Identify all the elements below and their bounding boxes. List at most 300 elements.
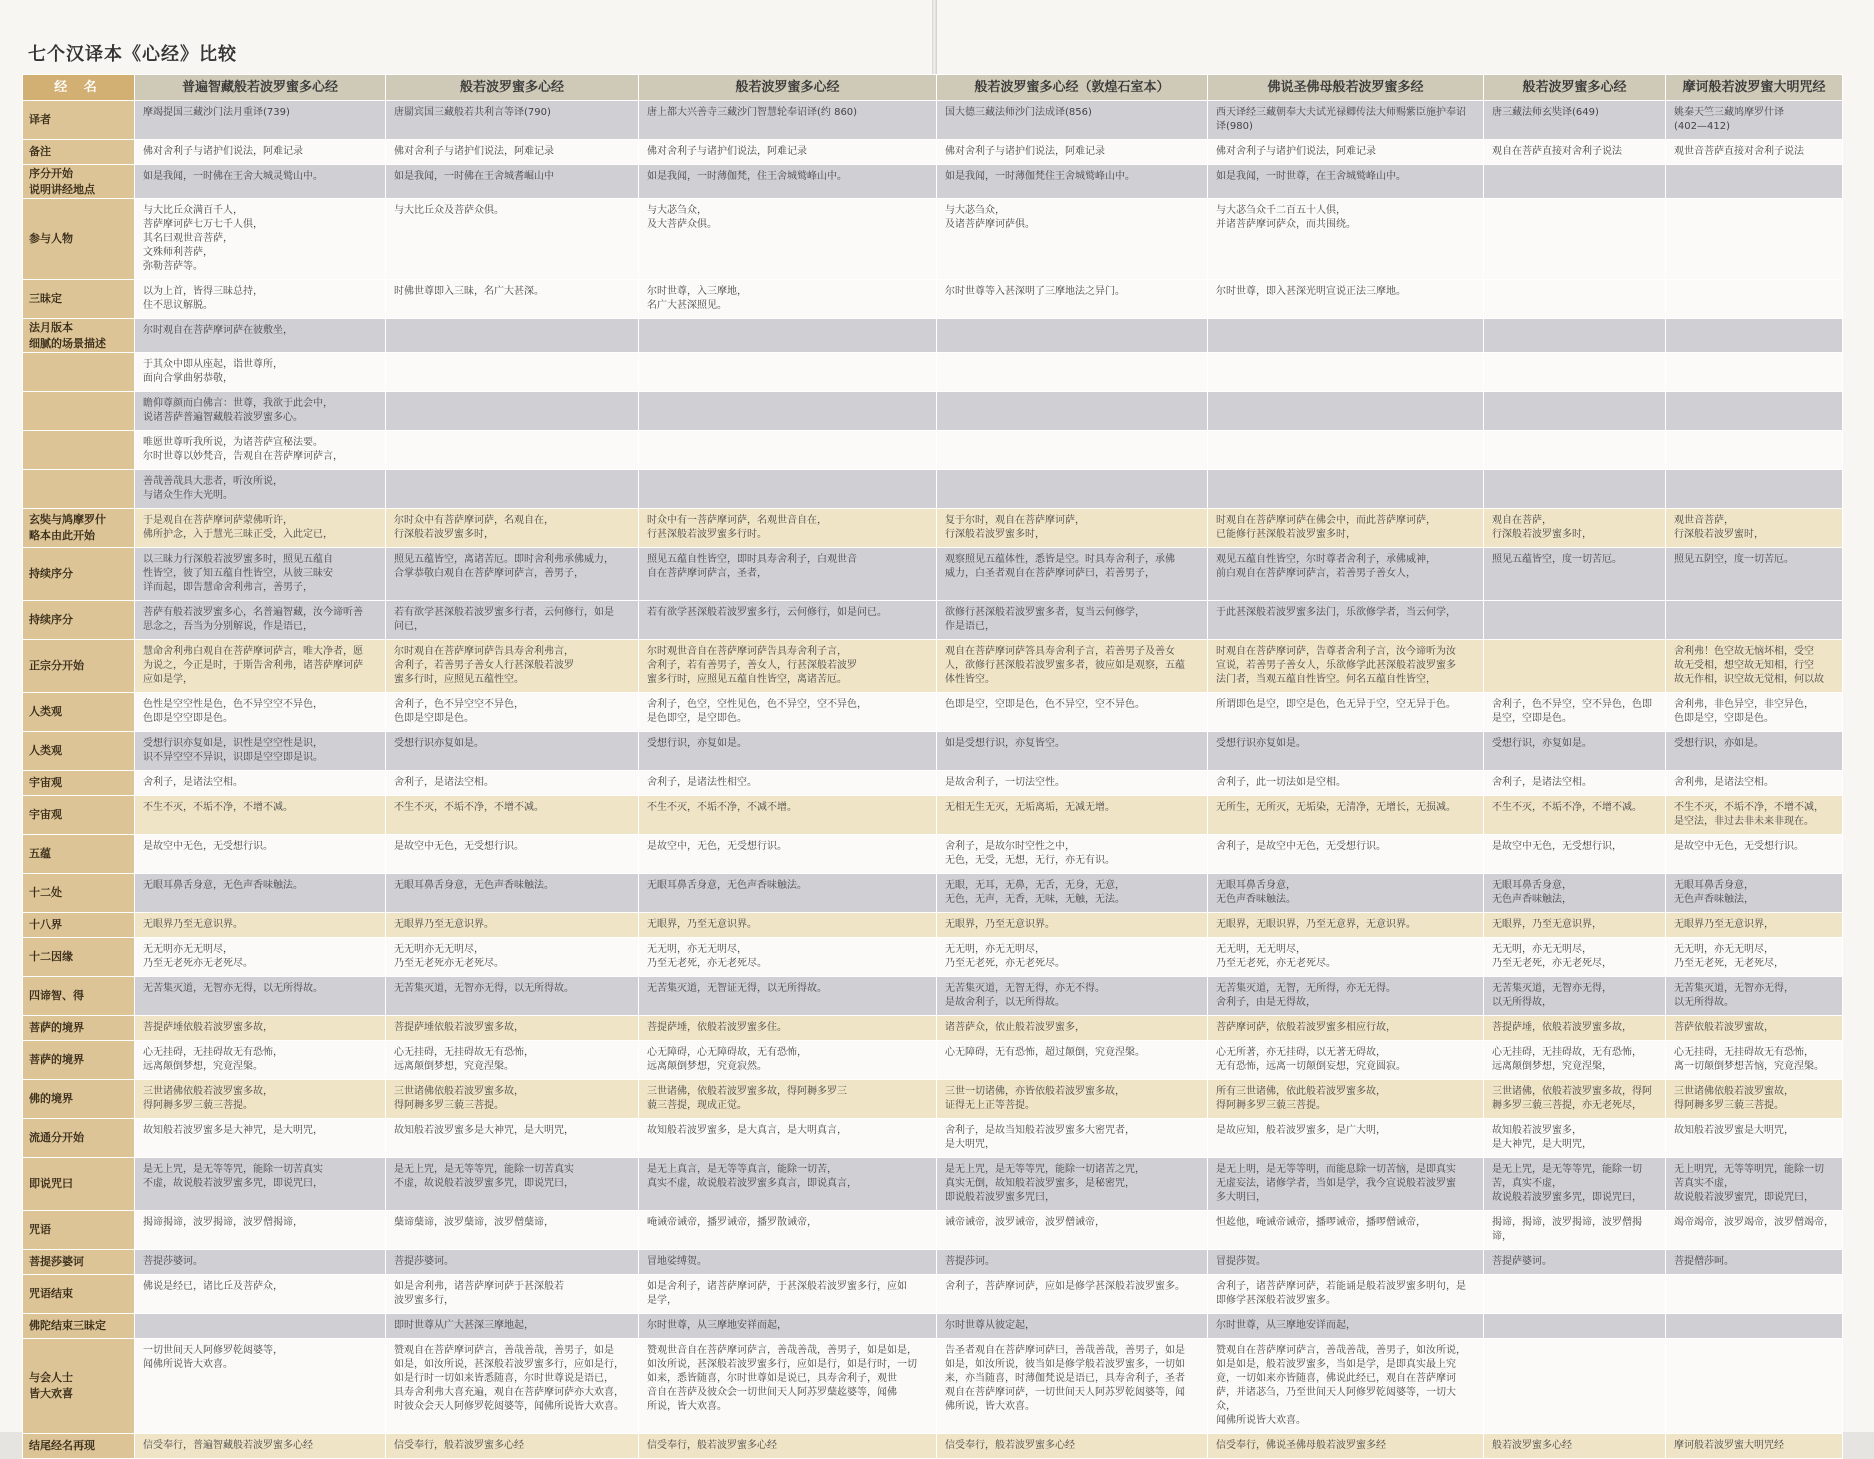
table-cell: 告圣者观自在菩萨摩诃萨曰，善哉善哉，善男子，如是 如是，如汝所说，彼当如是修学般若波罗蜜多，一切如 来，亦当随喜，时薄伽梵说是语已，具寿舍利子，圣者 观自在菩萨摩诃萨，一切世间天人阿苏罗乾闼婆等，闻 佛所说，皆大欢喜。: [937, 1339, 1208, 1434]
table-cell: 不生不灭，不垢不净，不增不减。: [135, 796, 386, 835]
table-cell: 舍利子，是故空中无色，无受想行识。: [1208, 835, 1484, 874]
table-cell: [937, 392, 1208, 431]
table-cell: 于是观自在菩萨摩诃萨蒙佛听许， 佛所护念，入于慧光三昧正受，入此定已，: [135, 509, 386, 548]
table-row: [23, 732, 1843, 771]
table-cell: 如是我闻，一时薄伽梵住王舍城鹫峰山中。: [937, 165, 1208, 199]
table-cell: 心无挂碍，无挂碍故无有恐怖， 离一切颠倒梦想苦恼，究竟涅槃。: [1666, 1041, 1843, 1080]
table-cell: 信受奉行，般若波罗蜜多心经: [937, 1434, 1208, 1459]
table-row: [23, 1314, 1843, 1339]
table-cell: [1666, 280, 1843, 319]
row-label: 备注: [23, 140, 135, 165]
header-cell: 普遍智藏般若波罗蜜多心经: [135, 75, 386, 101]
table-cell: 是故应知，般若波罗蜜多，是广大明，: [1208, 1119, 1484, 1158]
table-cell: 无眼界乃至无意识界。: [386, 913, 639, 938]
table-cell: 姚秦天竺三藏鸠摩罗什译 (402—412): [1666, 101, 1843, 140]
table-cell: 与大苾刍众千二百五十人俱， 并诸菩萨摩诃萨众，而共围绕。: [1208, 199, 1484, 280]
table-cell: 色即是空，空即是色，色不异空，空不异色。: [937, 693, 1208, 732]
table-cell: [1208, 470, 1484, 509]
table-cell: 心无障碍，心无障碍故，无有恐怖， 远离颠倒梦想，究竟寂然。: [639, 1041, 937, 1080]
table-cell: 是故空中无色，无受想行识。: [1666, 835, 1843, 874]
table-cell: 冒提莎贺。: [1208, 1250, 1484, 1275]
table-cell: 无眼界，乃至无意识界。: [639, 913, 937, 938]
table-cell: 无苦集灭道，无智亦无得，以无所得故。: [135, 977, 386, 1016]
table-row: [23, 1211, 1843, 1250]
row-label: [23, 431, 135, 470]
table-cell: 唯愿世尊听我所说，为诸菩萨宣秘法要。 尔时世尊以妙梵音，告观自在菩萨摩诃萨言，: [135, 431, 386, 470]
table-row: [23, 353, 1843, 392]
table-cell: 佛对舍利子与诸护们说法，阿难记录: [1208, 140, 1484, 165]
table-row: [23, 280, 1843, 319]
table-cell: 赞观世音自在菩萨摩诃萨言，善哉善哉，善男子，如是如是， 如汝所说，甚深般若波罗蜜多行，应如是行，如是行时，一切 如来，悉皆随喜，尔时世尊如是说已，具寿舍利子，观世 音自在菩萨及彼众会一切世间天人阿苏罗蘖䞘婆等，闻佛 所说，皆大欢喜。: [639, 1339, 937, 1434]
table-cell: 是无上咒，是无等等咒，能除一切苦真实 不虚，故说般若波罗蜜多咒，即说咒曰，: [386, 1158, 639, 1211]
table-cell: [1484, 1314, 1666, 1339]
table-cell: 无眼界，乃至无意识界。: [937, 913, 1208, 938]
table-cell: 观见五蕴自性皆空，尔时尊者舍利子，承佛威神， 前白观自在菩萨摩诃萨言，若善男子善女人，: [1208, 548, 1484, 601]
table-cell: 菩提萨婆诃。: [1484, 1250, 1666, 1275]
table-cell: 时观自在菩萨摩诃萨在佛会中，而此菩萨摩诃萨， 已能修行甚深般若波罗蜜多时，: [1208, 509, 1484, 548]
table-cell: [639, 470, 937, 509]
table-cell: 舍利弗，非色异空，非空异色， 色即是空，空即是色。: [1666, 693, 1843, 732]
table-cell: 唐三藏法师玄奘译(649): [1484, 101, 1666, 140]
table-cell: 无无明，亦无无明尽， 乃至无老死，亦无老死尽。: [639, 938, 937, 977]
table-cell: 与大苾刍众， 及诸菩萨摩诃萨俱。: [937, 199, 1208, 280]
table-cell: 以三昧力行深般若波罗蜜多时，照见五蕴自 性皆空，彼了知五蕴自性皆空，从彼三昧安 详而起，即告慧命舍利弗言，善男子，: [135, 548, 386, 601]
table-cell: 佛说是经已，诸比丘及菩萨众，: [135, 1275, 386, 1314]
row-label: 佛陀结束三昧定: [23, 1314, 135, 1339]
table-cell: 不生不灭，不垢不净，不增不减， 是空法，非过去非未来非现在。: [1666, 796, 1843, 835]
table-row: [23, 101, 1843, 140]
table-cell: 心无挂碍，无挂碍故，无有恐怖， 远离颠倒梦想，究竟涅槃，: [1484, 1041, 1666, 1080]
table-cell: 即时世尊从广大甚深三摩地起，: [386, 1314, 639, 1339]
table-cell: [639, 392, 937, 431]
table-cell: 无苦集灭道，无智亦无得，以无所得故。: [386, 977, 639, 1016]
table-cell: 无苦集灭道，无智亦无得， 以无所得故。: [1666, 977, 1843, 1016]
table-cell: [1484, 319, 1666, 353]
row-label: 三昧定: [23, 280, 135, 319]
table-cell: 尔时世尊等入甚深明了三摩地法之异门。: [937, 280, 1208, 319]
header-row: [23, 75, 1843, 101]
row-label: [23, 392, 135, 431]
table-cell: 时观自在菩萨摩诃萨，告尊者舍利子言，汝今谛听为汝 宣说，若善男子善女人，乐欲修学此甚深般若波罗蜜多 法门者，当观五蕴自性皆空。何名五蕴自性皆空，: [1208, 640, 1484, 693]
table-cell: 瞻仰尊颜而白佛言：世尊，我欲于此会中， 说诸菩萨普遍智藏般若波罗蜜多心。: [135, 392, 386, 431]
table-cell: 如是舍利子，诸菩萨摩诃萨，于甚深般若波罗蜜多行，应如 是学，: [639, 1275, 937, 1314]
table-row: [23, 874, 1843, 913]
header-cell: 佛说圣佛母般若波罗蜜多经: [1208, 75, 1484, 101]
table-cell: [386, 353, 639, 392]
table-cell: 菩提萨埵，依般若波罗蜜多故，: [1484, 1016, 1666, 1041]
table-cell: 三世诸佛依般若波罗蜜多故， 得阿耨多罗三藐三菩提。: [386, 1080, 639, 1119]
table-cell: 菩萨摩诃萨，依般若波罗蜜多相应行故，: [1208, 1016, 1484, 1041]
table-cell: 三世一切诸佛，亦皆依般若波罗蜜多故， 证得无上正等菩提。: [937, 1080, 1208, 1119]
table-row: [23, 319, 1843, 353]
row-label: 宇宙观: [23, 796, 135, 835]
row-label: 玄奘与鸠摩罗什 略本由此开始: [23, 509, 135, 548]
table-cell: 不生不灭，不垢不净，不增不减。: [1484, 796, 1666, 835]
row-label: [23, 470, 135, 509]
table-cell: 佛对舍利子与诸护们说法，阿难记录: [386, 140, 639, 165]
table-cell: 与大比丘众满百千人， 菩萨摩诃萨七万七千人俱， 其名曰观世音菩萨， 文殊师利菩萨， 弥勒菩萨等。: [135, 199, 386, 280]
table-cell: [1666, 353, 1843, 392]
table-cell: 无眼耳鼻舌身意， 无色声香味触法。: [1208, 874, 1484, 913]
table-cell: 观世音菩萨直接对舍利子说法: [1666, 140, 1843, 165]
table-cell: 是无上真言，是无等等真言，能除一切苦， 真实不虚，故说般若波罗蜜多真言，即说真言，: [639, 1158, 937, 1211]
table-cell: 无无明，无无明尽， 乃至无老死，亦无老死尽。: [1208, 938, 1484, 977]
table-cell: 是故空中无色，无受想行识。: [135, 835, 386, 874]
header-cell: 般若波罗蜜多心经: [386, 75, 639, 101]
table-cell: 心无挂碍，无挂碍故无有恐怖， 远离颠倒梦想，究竟涅槃。: [135, 1041, 386, 1080]
table-cell: 菩提萨埵依般若波罗蜜多故，: [135, 1016, 386, 1041]
table-row: [23, 470, 1843, 509]
table-cell: 摩竭提国三藏沙门法月重译(739): [135, 101, 386, 140]
table-cell: 尔时观自在菩萨摩诃萨在彼敷坐，: [135, 319, 386, 353]
table-cell: 舍利子，诸菩萨摩诃萨，若能诵是般若波罗蜜多明句，是 即修学甚深般若波罗蜜多。: [1208, 1275, 1484, 1314]
table-cell: [1666, 319, 1843, 353]
table-cell: 冒地娑缚贺。: [639, 1250, 937, 1275]
table-cell: 舍利子，是故尔时空性之中， 无色，无受，无想，无行，亦无有识。: [937, 835, 1208, 874]
table-cell: 摩诃般若波罗蜜大明咒经: [1666, 1434, 1843, 1459]
table-cell: 舍利子，色不异空，空不异色，色即 是空，空即是色。: [1484, 693, 1666, 732]
table-row: [23, 165, 1843, 199]
table-row: [23, 548, 1843, 601]
table-row: [23, 509, 1843, 548]
table-cell: 故知般若波罗蜜多是大神咒，是大明咒，: [135, 1119, 386, 1158]
table-cell: [639, 353, 937, 392]
table-cell: [1666, 392, 1843, 431]
table-cell: [1666, 1314, 1843, 1339]
table-cell: 无相无生无灭，无垢离垢，无减无增。: [937, 796, 1208, 835]
table-cell: 菩提萨埵，依般若波罗蜜多住。: [639, 1016, 937, 1041]
table-cell: 唵诫帝诫帝，播罗诫帝，播罗散诫帝，: [639, 1211, 937, 1250]
table-cell: 如是我闻，一时世尊，在王舍城鹫峰山中。: [1208, 165, 1484, 199]
table-cell: 是故舍利子，一切法空性。: [937, 771, 1208, 796]
table-cell: 佛对舍利子与诸护们说法，阿难记录: [639, 140, 937, 165]
table-cell: 是故空中无色，无受想行识，: [1484, 835, 1666, 874]
table-row: [23, 835, 1843, 874]
table-cell: 若有欲学甚深般若波罗蜜多行，云何修行，如是问已。: [639, 601, 937, 640]
row-label: 佛的境界: [23, 1080, 135, 1119]
table-cell: 三世诸佛，依般若波罗蜜多故，得阿耨多罗三 藐三菩提，现成正觉。: [639, 1080, 937, 1119]
row-label: 十八界: [23, 913, 135, 938]
table-body: [23, 101, 1843, 1459]
row-label: 参与人物: [23, 199, 135, 280]
table-cell: 心无挂碍，无挂碍故无有恐怖， 远离颠倒梦想，究竟涅槃。: [386, 1041, 639, 1080]
table-cell: [386, 392, 639, 431]
table-cell: 是无上咒，是无等等咒，能除一切苦真实 不虚，故说般若波罗蜜多咒，即说咒曰，: [135, 1158, 386, 1211]
table-cell: 舍利弗！色空故无恼坏相，受空 故无受相，想空故无知相，行空 故无作相，识空故无觉相，何以故: [1666, 640, 1843, 693]
row-label: 人类观: [23, 693, 135, 732]
row-label: 序分开始 说明讲经地点: [23, 165, 135, 199]
table-cell: 是无上咒，是无等等咒，能除一切诸苦之咒， 真实无倒，故知般若波罗蜜多，是秘密咒， 即说般若波罗蜜多咒曰，: [937, 1158, 1208, 1211]
row-label: 持续序分: [23, 601, 135, 640]
table-cell: 如是受想行识，亦复皆空。: [937, 732, 1208, 771]
table-cell: 舍利弗，是诸法空相。: [1666, 771, 1843, 796]
table-cell: 故知般若波罗蜜是大明咒，: [1666, 1119, 1843, 1158]
table-cell: [1484, 392, 1666, 431]
header-cell: 经 名: [23, 75, 135, 101]
table-cell: 无眼界乃至无意识界。: [135, 913, 386, 938]
table-cell: 三世诸佛依般若波罗蜜故， 得阿耨多罗三藐三菩提。: [1666, 1080, 1843, 1119]
table-cell: 无眼耳鼻舌身意，无色声香味触法。: [386, 874, 639, 913]
table-cell: 受想行识，亦复如是。: [1484, 732, 1666, 771]
table-cell: 尔时世尊，入三摩地， 名广大甚深照见。: [639, 280, 937, 319]
table-cell: [1208, 319, 1484, 353]
table-cell: 尔时观自在菩萨摩诃萨告具寿舍利弗言， 舍利子，若善男子善女人行甚深般若波罗 蜜多行时，应照见五蕴性空。: [386, 640, 639, 693]
table-cell: 舍利子，是诸法性相空。: [639, 771, 937, 796]
table-cell: 一切世间天人阿修罗乾闼婆等， 闻佛所说皆大欢喜。: [135, 1339, 386, 1434]
table-cell: 舍利子，是诸法空相。: [135, 771, 386, 796]
table-cell: 是无上明，是无等等明，而能息除一切苦恼，是即真实 无虚妄法，诸修学者，当如是学，我今宣说般若波罗蜜 多大明曰，: [1208, 1158, 1484, 1211]
table-cell: 观察照见五蕴体性，悉皆是空。时具寿舍利子，承佛 威力，白圣者观自在菩萨摩诃萨曰，若善男子，: [937, 548, 1208, 601]
table-cell: 无眼界，乃至无意识界，: [1484, 913, 1666, 938]
row-label: 译者: [23, 101, 135, 140]
table-cell: 佛对舍利子与诸护们说法，阿难记录: [135, 140, 386, 165]
table-cell: 观世音菩萨， 行深般若波罗蜜时，: [1666, 509, 1843, 548]
table-cell: [1484, 640, 1666, 693]
table-cell: 无苦集灭道，无智亦无得， 以无所得故，: [1484, 977, 1666, 1016]
table-cell: 观自在菩萨直接对舍利子说法: [1484, 140, 1666, 165]
row-label: 咒语结束: [23, 1275, 135, 1314]
table-cell: 无上明咒，无等等明咒，能除一切 苦真实不虚， 故说般若波罗蜜咒，即说咒曰，: [1666, 1158, 1843, 1211]
table-cell: [1666, 199, 1843, 280]
table-cell: 赞观自在菩萨摩诃萨言，善哉善哉，善男子，如是 如是，如汝所说，甚深般若波罗蜜多行，应如是行， 如是行时一切如来皆悉随喜，尔时世尊说是语已， 具寿舍利弗大喜充遍，观自在菩萨摩诃萨亦大欢喜， 时彼众会天人阿修罗乾闼婆等，闻佛所说皆大欢喜。: [386, 1339, 639, 1434]
table-cell: [937, 470, 1208, 509]
table-cell: 唐罽宾国三藏般若共利言等译(790): [386, 101, 639, 140]
table-cell: [135, 1314, 386, 1339]
table-cell: 三世诸佛依般若波罗蜜多故， 得阿耨多罗三藐三菩提。: [135, 1080, 386, 1119]
table-row: [23, 640, 1843, 693]
table-cell: 以为上首，皆得三昧总持， 住不思议解脱。: [135, 280, 386, 319]
table-cell: 舍利子，色不异空空不异色， 色即是空即是色。: [386, 693, 639, 732]
row-label: 菩萨的境界: [23, 1016, 135, 1041]
table-cell: [1484, 199, 1666, 280]
table-cell: 般若波罗蜜多心经: [1484, 1434, 1666, 1459]
page-title: 七个汉译本《心经》比较: [28, 44, 237, 65]
table-cell: 无眼耳鼻舌身意，无色声香味触法。: [639, 874, 937, 913]
table-cell: 菩提莎诃。: [937, 1250, 1208, 1275]
table-cell: [1484, 165, 1666, 199]
table-cell: 与大苾刍众， 及大菩萨众俱。: [639, 199, 937, 280]
table-cell: 信受奉行，普遍智藏般若波罗蜜多心经: [135, 1434, 386, 1459]
table-cell: [1666, 1339, 1843, 1434]
table-cell: 慧命舍利弗白观自在菩萨摩诃萨言，唯大净者，愿 为说之，今正是时，于斯告舍利弗，诸菩萨摩诃萨 应如是学，: [135, 640, 386, 693]
table-cell: 信受奉行，佛说圣佛母般若波罗蜜多经: [1208, 1434, 1484, 1459]
table-cell: 诸菩萨众，依止般若波罗蜜多，: [937, 1016, 1208, 1041]
table-cell: 时众中有一菩萨摩诃萨，名观世音自在， 行甚深般若波罗蜜多行时。: [639, 509, 937, 548]
table-cell: 尔时世尊，从三摩地安祥而起，: [639, 1314, 937, 1339]
table-cell: 尔时世尊从彼定起，: [937, 1314, 1208, 1339]
table-row: [23, 1080, 1843, 1119]
table-cell: 无苦集灭道，无智，无所得，亦无无得。 舍利子，由是无得故，: [1208, 977, 1484, 1016]
table-row: [23, 1434, 1843, 1459]
table-cell: 尔时众中有菩萨摩诃萨，名观自在， 行深般若波罗蜜多时，: [386, 509, 639, 548]
table-cell: 心无所著，亦无挂碍，以无著无碍故， 无有恐怖，远离一切颠倒妄想，究竟圆寂。: [1208, 1041, 1484, 1080]
table-cell: 照见五蕴皆空，度一切苦厄。: [1484, 548, 1666, 601]
table-cell: 是故空中，无色，无受想行识。: [639, 835, 937, 874]
table-cell: 照见五阴空，度一切苦厄。: [1666, 548, 1843, 601]
table-cell: 色性是空空性是色，色不异空空不异色， 色即是空空即是色。: [135, 693, 386, 732]
table-cell: 与大比丘众及菩萨众俱。: [386, 199, 639, 280]
row-label: 结尾经名再现: [23, 1434, 135, 1459]
table-cell: 不生不灭，不垢不净，不减不增。: [639, 796, 937, 835]
table-cell: 无无明，亦无无明尽， 乃至无老死，亦无老死尽，: [1484, 938, 1666, 977]
table-cell: [1208, 431, 1484, 470]
table-cell: 尔时世尊，即入甚深光明宣说正法三摩地。: [1208, 280, 1484, 319]
table-cell: 无眼界，无眼识界，乃至无意界，无意识界。: [1208, 913, 1484, 938]
table-row: [23, 938, 1843, 977]
table-cell: 受想行识亦复如是，识性是空空性是识， 识不异空空不异识，识即是空空即是识。: [135, 732, 386, 771]
table-cell: 西天译经三藏朝奉大夫试光禄卿传法大师赐紫臣施护奉诏译(980): [1208, 101, 1484, 140]
table-cell: [1484, 353, 1666, 392]
table-cell: 菩萨依般若波罗蜜故，: [1666, 1016, 1843, 1041]
table-cell: 是故空中无色，无受想行识。: [386, 835, 639, 874]
table-cell: 揭谛揭谛，波罗揭谛，波罗僧揭谛，: [135, 1211, 386, 1250]
table-cell: 故知般若波罗蜜多， 是大神咒，是大明咒，: [1484, 1119, 1666, 1158]
table-row: [23, 1250, 1843, 1275]
table-row: [23, 1016, 1843, 1041]
table-cell: 舍利子，菩萨摩诃萨，应如是修学甚深般若波罗蜜多。: [937, 1275, 1208, 1314]
table-cell: 如是舍利弗，诸菩萨摩诃萨于甚深般若 波罗蜜多行，: [386, 1275, 639, 1314]
table-cell: [1484, 280, 1666, 319]
table-cell: 舍利子，是诸法空相。: [386, 771, 639, 796]
header-cell: 般若波罗蜜多心经: [639, 75, 937, 101]
table-cell: 菩提莎婆诃。: [386, 1250, 639, 1275]
table-cell: [386, 470, 639, 509]
table-row: [23, 771, 1843, 796]
table-cell: 信受奉行，般若波罗蜜多心经: [386, 1434, 639, 1459]
table-cell: 欲修行甚深般若波罗蜜多者，复当云何修学， 作是语已，: [937, 601, 1208, 640]
header-cell: 般若波罗蜜多心经: [1484, 75, 1666, 101]
row-label: 与会人士 皆大欢喜: [23, 1339, 135, 1434]
table-cell: 揭谛，揭谛，波罗揭谛，波罗僧揭谛，: [1484, 1211, 1666, 1250]
table-cell: 故知般若波罗蜜多，是大真言，是大明真言，: [639, 1119, 937, 1158]
table-cell: [639, 431, 937, 470]
table-cell: [1484, 1275, 1666, 1314]
table-cell: 若有欲学甚深般若波罗蜜多行者，云何修行，如是 问已，: [386, 601, 639, 640]
row-label: 十二因缘: [23, 938, 135, 977]
row-label: 流通分开始: [23, 1119, 135, 1158]
table-cell: 受想行识，亦复如是。: [639, 732, 937, 771]
table-cell: [937, 431, 1208, 470]
table-cell: 善哉善哉具大悲者，听汝所说， 与诸众生作大光明。: [135, 470, 386, 509]
header-cell: 般若波罗蜜多心经（敦煌石室本）: [937, 75, 1208, 101]
table-cell: 无无明亦无无明尽， 乃至无老死亦无老死尽。: [135, 938, 386, 977]
table-cell: 佛对舍利子与诸护们说法，阿难记录: [937, 140, 1208, 165]
table-cell: 无所生，无所灭，无垢染，无清净，无增长，无损减。: [1208, 796, 1484, 835]
row-label: [23, 353, 135, 392]
row-label: 咒语: [23, 1211, 135, 1250]
table-cell: 是无上咒，是无等等咒，能除一切 苦，真实不虚， 故说般若波罗蜜多咒，即说咒曰，: [1484, 1158, 1666, 1211]
table-cell: 信受奉行，般若波罗蜜多心经: [639, 1434, 937, 1459]
table-cell: 菩提萨埵依般若波罗蜜多故，: [386, 1016, 639, 1041]
row-label: 四谛智、得: [23, 977, 135, 1016]
row-label: 菩萨的境界: [23, 1041, 135, 1080]
table-row: [23, 601, 1843, 640]
table-row: [23, 977, 1843, 1016]
table-cell: 所有三世诸佛，依此般若波罗蜜多故， 得阿耨多罗三藐三菩提。: [1208, 1080, 1484, 1119]
table-row: [23, 392, 1843, 431]
table-cell: 竭帝竭帝，波罗竭帝，波罗僧竭帝，: [1666, 1211, 1843, 1250]
table-cell: 蘖谛蘖谛，波罗蘖谛，波罗僧蘖谛，: [386, 1211, 639, 1250]
table-row: [23, 431, 1843, 470]
table-cell: 菩提僧莎呵。: [1666, 1250, 1843, 1275]
table-cell: 于其众中即从座起，诣世尊所， 面向合掌曲躬恭敬，: [135, 353, 386, 392]
table-cell: 受想行识亦复如是。: [1208, 732, 1484, 771]
table-cell: 怛䞘他，唵诫帝诫帝，播啰诫帝，播啰僧诫帝，: [1208, 1211, 1484, 1250]
table-cell: 无无明，亦无无明尽， 乃至无老死，无老死尽，: [1666, 938, 1843, 977]
row-label: 即说咒曰: [23, 1158, 135, 1211]
table-cell: 照见五蕴皆空，离诸苦厄。即时舍利弗承佛威力， 合掌恭敬白观自在菩萨摩诃萨言，善男子，: [386, 548, 639, 601]
table-cell: 无无明亦无无明尽， 乃至无老死亦无老死尽。: [386, 938, 639, 977]
row-label: 宇宙观: [23, 771, 135, 796]
table-cell: 尔时世尊，从三摩地安详而起，: [1208, 1314, 1484, 1339]
table-row: [23, 796, 1843, 835]
table-cell: 唐上都大兴善寺三藏沙门智慧轮奉诏译(约 860): [639, 101, 937, 140]
table-cell: [386, 319, 639, 353]
table-cell: 无苦集灭道，无智证无得，以无所得故。: [639, 977, 937, 1016]
table-cell: 舍利子，色空，空性见色，色不异空，空不异色， 是色即空，是空即色。: [639, 693, 937, 732]
table-cell: [1484, 601, 1666, 640]
table-cell: [1666, 1275, 1843, 1314]
table-row: [23, 913, 1843, 938]
table-cell: [386, 431, 639, 470]
table-cell: 无眼，无耳，无鼻，无舌，无身，无意， 无色，无声，无香，无味，无触，无法。: [937, 874, 1208, 913]
table-cell: [1208, 353, 1484, 392]
table-cell: 无眼界乃至无意识界，: [1666, 913, 1843, 938]
table-row: [23, 199, 1843, 280]
table-cell: 如是我闻，一时佛在王舍大城灵鹫山中。: [135, 165, 386, 199]
table-cell: 复于尔时，观自在菩萨摩诃萨， 行深般若波罗蜜多时，: [937, 509, 1208, 548]
table-cell: 无无明，亦无无明尽， 乃至无老死，亦无老死尽。: [937, 938, 1208, 977]
table-cell: 如是我闻，一时薄伽梵，住王舍城鹫峰山中。: [639, 165, 937, 199]
row-label: 正宗分开始: [23, 640, 135, 693]
table-cell: [1666, 165, 1843, 199]
row-label: 持续序分: [23, 548, 135, 601]
table-row: [23, 1158, 1843, 1211]
table-cell: 无眼耳鼻舌身意，无色声香味触法。: [135, 874, 386, 913]
table-cell: [1666, 431, 1843, 470]
table-row: [23, 1041, 1843, 1080]
table-cell: 无眼耳鼻舌身意， 无色声香味触法，: [1666, 874, 1843, 913]
table-cell: 时佛世尊即入三昧，名广大甚深。: [386, 280, 639, 319]
table-row: [23, 1119, 1843, 1158]
table-cell: 不生不灭，不垢不净，不增不减。: [386, 796, 639, 835]
row-label: 十二处: [23, 874, 135, 913]
table-cell: 无苦集灭道，无智无得，亦无不得。 是故舍利子，以无所得故。: [937, 977, 1208, 1016]
table-cell: 心无障碍，无有恐怖，超过颠倒，究竟涅槃。: [937, 1041, 1208, 1080]
comparison-table: [22, 74, 1843, 1459]
table-cell: 舍利子，是故当知般若波罗蜜多大密咒者， 是大明咒，: [937, 1119, 1208, 1158]
table-cell: [1484, 431, 1666, 470]
row-label: 菩提莎婆诃: [23, 1250, 135, 1275]
table-row: [23, 693, 1843, 732]
table-cell: 舍利子，是诸法空相。: [1484, 771, 1666, 796]
table-cell: 观自在菩萨摩诃萨答具寿舍利子言，若善男子及善女 人，欲修行甚深般若波罗蜜多者，彼应如是观察，五蕴 体性皆空。: [937, 640, 1208, 693]
table-cell: 无眼耳鼻舌身意， 无色声香味触法，: [1484, 874, 1666, 913]
table-row: [23, 1275, 1843, 1314]
row-label: 人类观: [23, 732, 135, 771]
table-cell: 所谓即色是空，即空是色，色无异于空，空无异于色。: [1208, 693, 1484, 732]
table-cell: 故知般若波罗蜜多是大神咒，是大明咒，: [386, 1119, 639, 1158]
table-cell: 受想行识亦复如是。: [386, 732, 639, 771]
header-cell: 摩诃般若波罗蜜大明咒经: [1666, 75, 1843, 101]
table-cell: [1666, 601, 1843, 640]
table-cell: 于此甚深般若波罗蜜多法门，乐欲修学者，当云何学，: [1208, 601, 1484, 640]
table-cell: 舍利子，此一切法如是空相。: [1208, 771, 1484, 796]
table-cell: 菩提莎婆诃。: [135, 1250, 386, 1275]
table-cell: 赞观自在菩萨摩诃萨言，善哉善哉，善男子，如汝所说， 如是如是，般若波罗蜜多，当如是学，是即真实最上究 竟，一切如来亦皆随喜，佛说此经已，观自在菩萨摩诃 萨，并诸苾刍，乃至世间天人阿修罗乾闼婆等，一切大众， 闻佛所说皆大欢喜。: [1208, 1339, 1484, 1434]
table-cell: 尔时观世音自在菩萨摩诃萨告具寿舍利子言， 舍利子，若有善男子，善女人，行甚深般若波罗 蜜多行时，应照见五蕴自性皆空，离诸苦厄。: [639, 640, 937, 693]
table-cell: [1208, 392, 1484, 431]
